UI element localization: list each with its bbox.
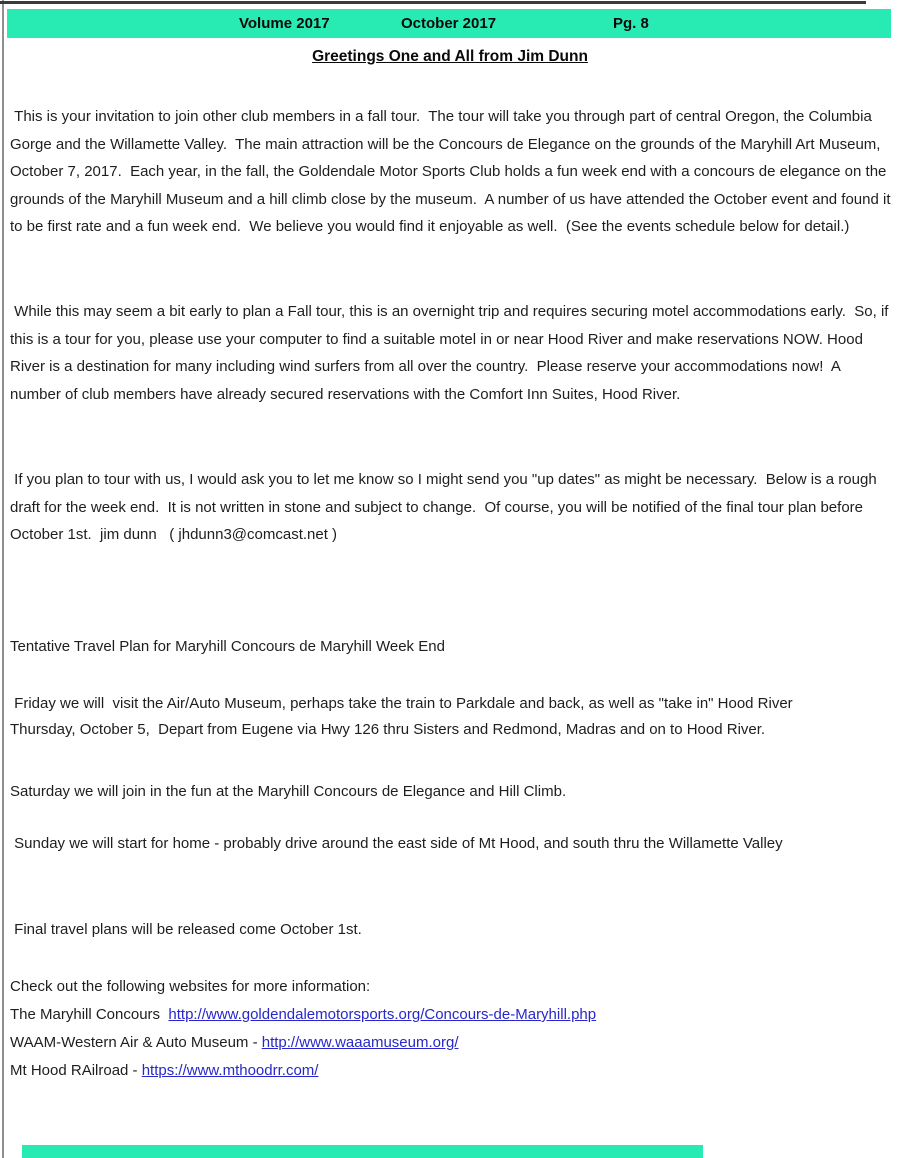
travel-plan-sunday: Sunday we will start for home - probably drive around the east side of Mt Hood, and south thru the Willamette Valley [10,835,783,852]
website-line-mthood-railroad [10,1057,892,1085]
masthead-page-number: Pg. 8 [613,15,649,32]
masthead-bar [7,9,891,38]
link-mthood-railroad[interactable]: https://www.mthoodrr.com/ [141,1062,319,1079]
paragraph-motel-reservations: While this may seem a bit early to plan a Fall tour, this is an overnight trip and requires securing motel accommodations early. So, if this is a tour for you, please use your computer to find a suitable motel in or near Hood River and make reservations NOW. Hood River is a destination for many including wind surfers from all over the country. Please reserve your accommodations now! A number of club members have already secured reservations with the Comfort Inn Suites, Hood River. [10,303,893,403]
websites-intro: Check out the following websites for more information: [10,978,371,995]
link-prefix-mthood: Mt Hood RAilroad - [10,1062,142,1079]
travel-plan-saturday: Saturday we will join in the fun at the Maryhill Concours de Elegance and Hill Climb. [10,783,567,800]
travel-plan-friday: Friday we will visit the Air/Auto Museum, perhaps take the train to Parkdale and back, as well as "take in" Hood River [10,695,793,712]
footer-accent-bar [22,1145,703,1158]
travel-plan-heading: Tentative Travel Plan for Maryhill Concours de Maryhill Week End [10,638,445,655]
paragraph-invitation: This is your invitation to join other club members in a fall tour. The tour will take you through part of central Oregon, the Columbia Gorge and the Willamette Valley. The main attraction will be the Concours de Elegance on the grounds of the Maryhill Art Museum, October 7, 2017. Each year, in the fall, the Goldendale Motor Sports Club holds a fun week end with a concours de elegance on the grounds of the Maryhill Museum and a hill climb close by the museum. A number of us have attended the October event and found it to be first rate and a fun week end. We believe you would find it enjoyable as well. (See the events schedule below for detail.) [10,108,895,235]
link-waam-museum[interactable]: http://www.waaamuseum.org/ [261,1034,459,1051]
link-prefix-maryhill: The Maryhill Concours [10,1006,169,1023]
masthead-month: October 2017 [401,15,497,32]
link-prefix-waam: WAAM-Western Air & Auto Museum - [10,1034,262,1051]
website-line-waam-museum [10,1029,892,1057]
page-top-rule [0,1,866,4]
link-maryhill-concours[interactable]: http://www.goldendalemotorsports.org/Concours-de-Maryhill.php [168,1006,597,1023]
page-left-border [2,0,4,1158]
masthead-volume: Volume 2017 [239,15,330,32]
page-title: Greetings One and All from Jim Dunn [312,48,588,65]
paragraph-updates-contact: If you plan to tour with us, I would ask you to let me know so I might send you "up dates" as might be necessary. Below is a rough draft for the week end. It is not written in stone and subject to change. Of course, you will be notified of the final tour plan before October 1st. jim dunn ( jhdunn3@comcast.net ) [10,471,881,543]
travel-plan-thursday: Thursday, October 5, Depart from Eugene via Hwy 126 thru Sisters and Redmond, Madras and on to Hood River. [10,720,766,738]
website-line-maryhill-concours [10,1001,892,1029]
travel-plan-section [10,578,892,798]
final-plans-note: Final travel plans will be released come October 1st. [10,921,362,938]
